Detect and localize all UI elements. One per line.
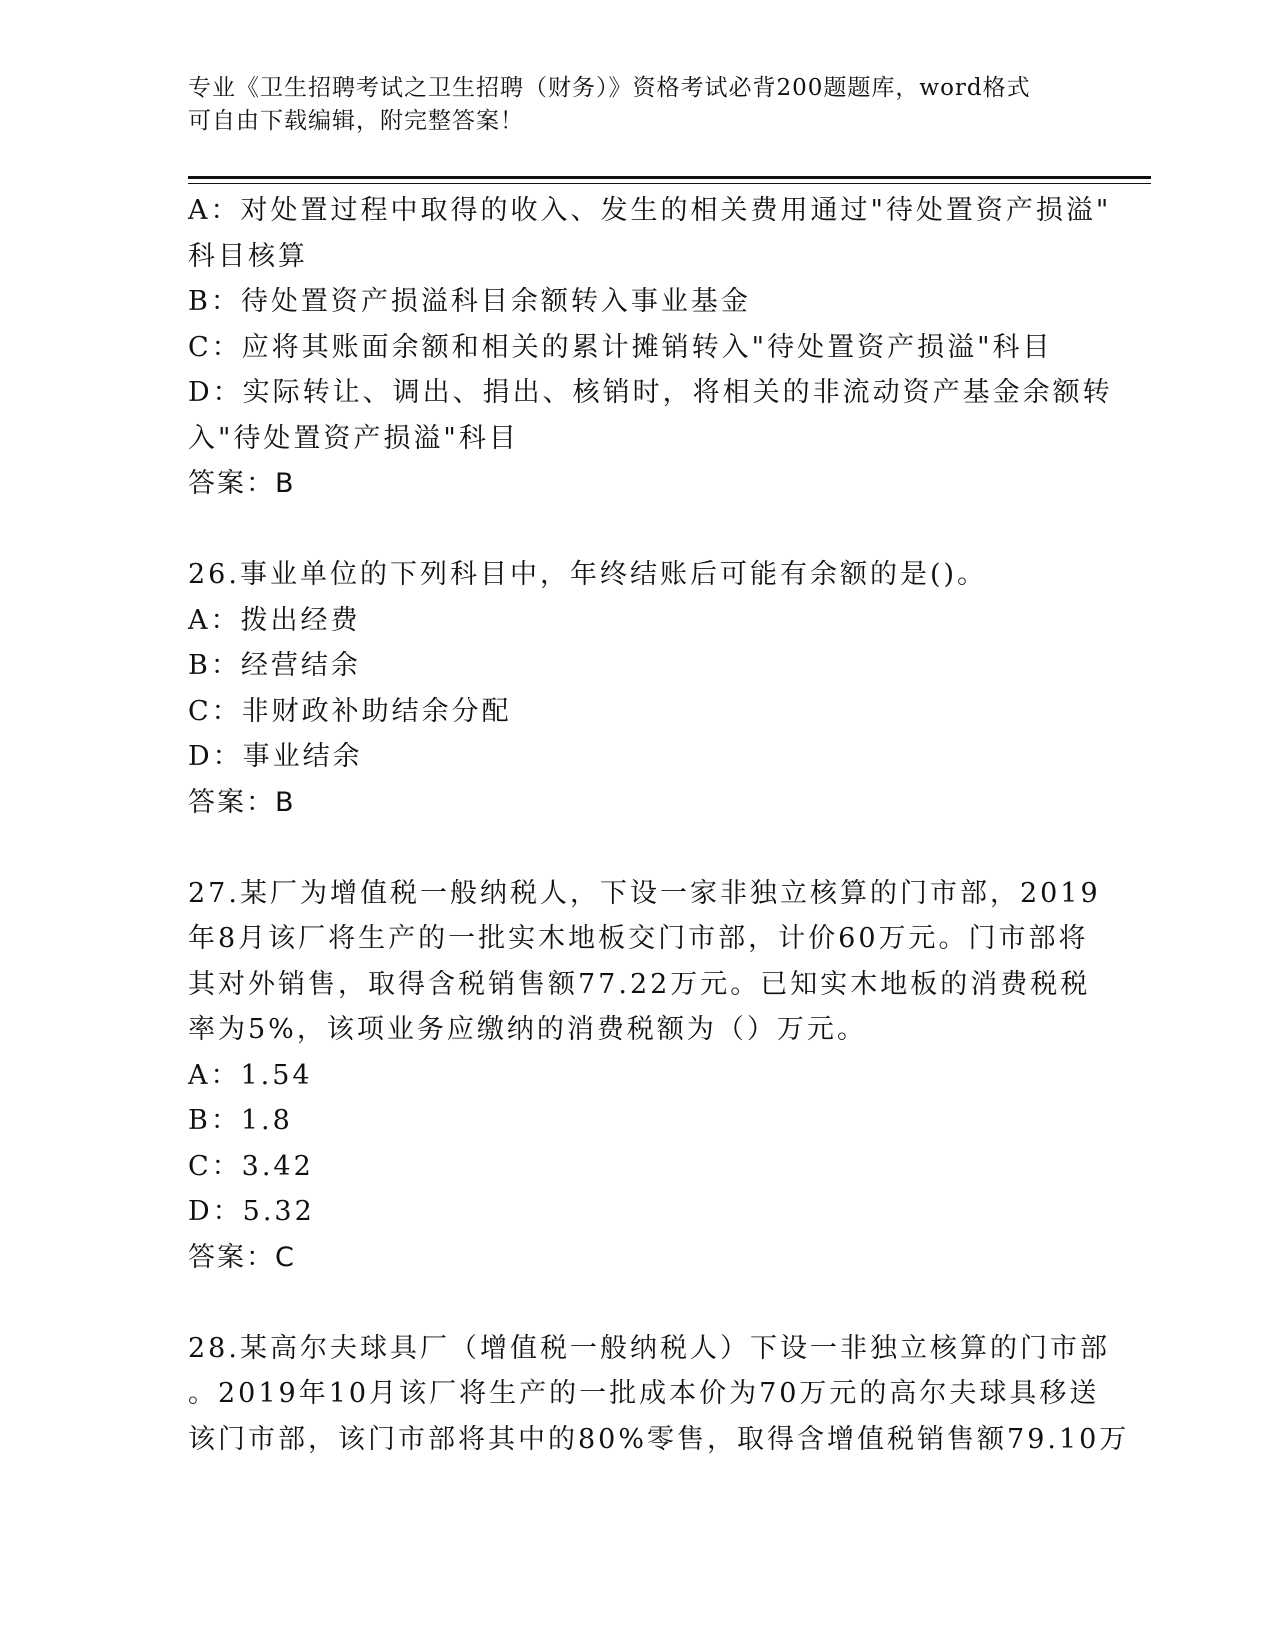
q27-option-a: A：1.54 xyxy=(188,1059,313,1091)
q25-answer: 答案：B xyxy=(188,468,296,499)
q26-option-c: C：非财政补助结余分配 xyxy=(188,695,512,727)
header-title-line-1: 专业《卫生招聘考试之卫生招聘（财务）》资格考试必背200题题库，word格式 xyxy=(188,75,1031,101)
q25-option-a-line-2: 科目核算 xyxy=(188,240,308,272)
q27-stem-line-2: 年8月该厂将生产的一批实木地板交门市部，计价60万元。门市部将 xyxy=(188,923,1089,954)
q27-option-b: B：1.8 xyxy=(188,1105,293,1136)
q27-stem-line-4: 率为5%，该项业务应缴纳的消费税额为（）万元。 xyxy=(188,1014,867,1045)
question-25 xyxy=(188,188,1113,507)
question-content xyxy=(188,188,1130,1462)
question-27 xyxy=(188,871,1101,1281)
q26-stem: 26.事业单位的下列科目中，年终结账后可能有余额的是()。 xyxy=(188,559,988,590)
header-divider-thin xyxy=(188,183,1151,184)
q27-stem-line-1: 27.某厂为增值税一般纳税人，下设一家非独立核算的门市部，2019 xyxy=(188,877,1101,909)
q28-stem-line-2: 。2019年10月该厂将生产的一批成本价为70万元的高尔夫球具移送 xyxy=(188,1378,1100,1409)
q25-option-d-line-2: 入"待处置资产损溢"科目 xyxy=(188,422,519,454)
q26-option-d: D：事业结余 xyxy=(188,741,363,772)
q25-option-b: B：待处置资产损溢科目余额转入事业基金 xyxy=(188,286,751,317)
q26-option-b: B：经营结余 xyxy=(188,650,361,681)
q27-option-d: D：5.32 xyxy=(188,1196,315,1227)
q25-option-d-line-1: D：实际转让、调出、捐出、核销时，将相关的非流动资产基金余额转 xyxy=(188,377,1113,408)
header-title-line-2: 可自由下载编辑，附完整答案！ xyxy=(188,108,524,134)
q25-option-c: C：应将其账面余额和相关的累计摊销转入"待处置资产损溢"科目 xyxy=(188,331,1053,363)
spacer xyxy=(188,825,1088,871)
q27-option-c: C：3.42 xyxy=(188,1150,314,1182)
header-divider-thick xyxy=(188,176,1151,179)
q25-option-a-line-1: A：对处置过程中取得的收入、发生的相关费用通过"待处置资产损溢" xyxy=(188,195,1112,226)
question-26 xyxy=(188,552,1088,825)
q28-stem-line-3: 该门市部，该门市部将其中的80%零售，取得含增值税销售额79.10万 xyxy=(188,1423,1130,1455)
spacer xyxy=(188,507,1088,553)
question-28 xyxy=(188,1326,1130,1463)
document-header xyxy=(188,72,1068,138)
q27-stem-line-3: 其对外销售，取得含税销售额77.22万元。已知实木地板的消费税税 xyxy=(188,968,1091,1000)
q26-option-a: A：拨出经费 xyxy=(188,604,361,636)
q27-answer: 答案：C xyxy=(188,1241,296,1273)
q26-answer: 答案：B xyxy=(188,786,296,818)
spacer xyxy=(188,1280,1088,1326)
q28-stem-line-1: 28.某高尔夫球具厂（增值税一般纳税人）下设一非独立核算的门市部 xyxy=(188,1332,1110,1364)
